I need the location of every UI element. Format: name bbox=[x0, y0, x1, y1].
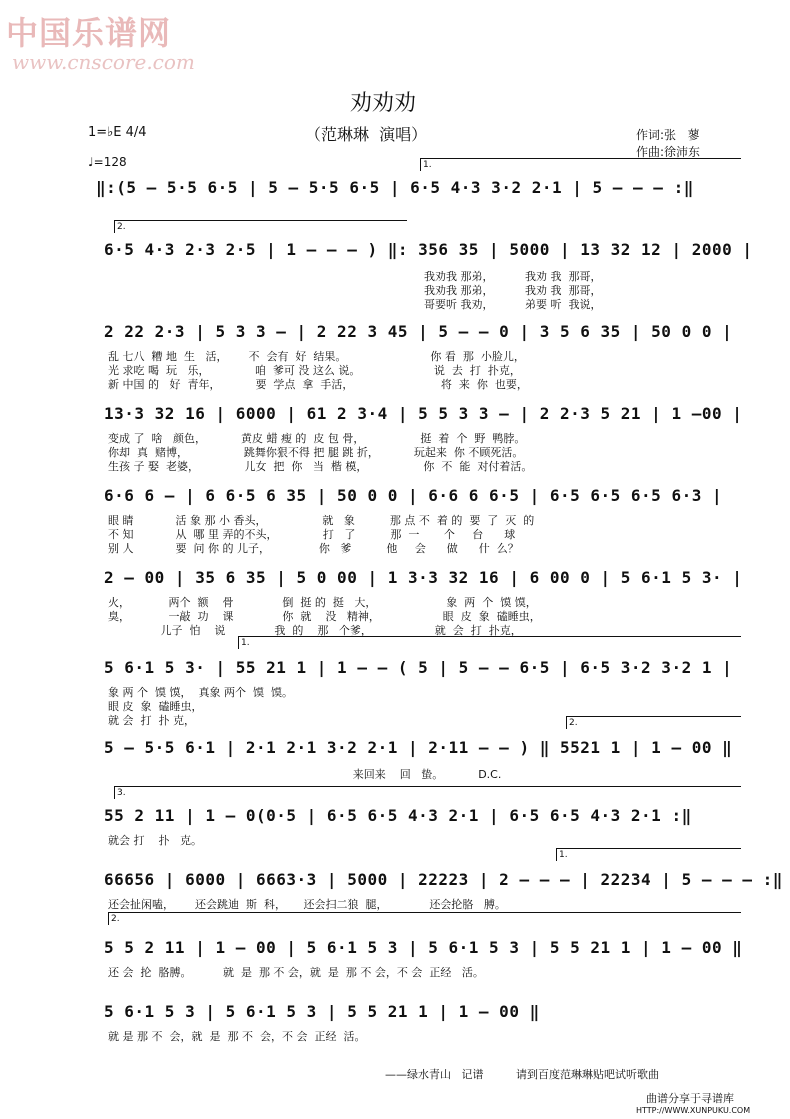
singer: （范琳琳 演唱） bbox=[305, 125, 428, 144]
lyric-7-3: 就 会 打 扑 克， bbox=[108, 714, 195, 727]
watermark-url: www.cnscore.com bbox=[12, 50, 195, 74]
notation-line-2: 6·5 4·3 2·3 2·5 | 1 — — — ) ‖: 356 35 | 5000 | 13 32 12 | 2000 | bbox=[104, 240, 753, 259]
notation-line-8: 5 — 5·5 6·1 | 2·1 2·1 3·2 2·1 | 2·11 — — ) ‖ 5521 1 | 1 — 00 ‖ bbox=[104, 738, 733, 757]
site-logo: 曲谱分享于寻谱库 bbox=[646, 1092, 734, 1105]
notation-line-7: 5 6·1 5 3· | 55 21 1 | 1 — — ( 5 | 5 — — 6·5 | 6·5 3·2 3·2 1 | bbox=[104, 658, 733, 677]
notation-line-6: 2 — 00 | 35 6 35 | 5 0 00 | 1 3·3 32 16 | 6 00 0 | 5 6·1 5 3· | bbox=[104, 568, 743, 587]
lyric-4-3: 生孩 子 娶 老婆， 儿女 把 你 当 楷 模， 你 不 能 对付着活。 bbox=[108, 460, 533, 473]
lyric-12-1: 就 是 那 不 会，就 是 那 不 会，不 会 正经 活。 bbox=[108, 1030, 366, 1043]
lyric-2-3: 哥要听 我劝， 弟要 听 我说， bbox=[424, 298, 602, 311]
lyric-4-1: 变成 了 啥 颜色， 黄皮 蜡 瘦 的 皮 包 骨， 挺 着 个 野 鸭脖。 bbox=[108, 432, 526, 445]
lyric-3-2: 光 求吃 喝 玩 乐， 咱 爹可 没 这么 说。 说 去 打 扑克， bbox=[108, 364, 521, 377]
lyric-5-2: 不 知 从 哪 里 弄的不头， 打 了 那 一 个 台 球 bbox=[108, 528, 516, 541]
notation-line-11: 5 5 2 11 | 1 — 00 | 5 6·1 5 3 | 5 6·1 5 3 | 5 5 21 1 | 1 — 00 ‖ bbox=[104, 938, 743, 957]
lyric-7-2: 眼 皮 象 磕睡虫， bbox=[108, 700, 203, 713]
lyric-6-2: 臭， 一敲 功 课 你 就 没 精神， 眼 皮 象 磕睡虫， bbox=[108, 610, 541, 623]
lyric-5-1: 眼 睛 活 象 那 小 香头， 就 象 那 点 不 着 的 要 了 灭 的 bbox=[108, 514, 535, 527]
lyric-3-1: 乱 七八 糟 地 生 活， 不 会有 好 结果。 你 看 那 小脸儿， bbox=[108, 350, 525, 363]
lyric-7-1: 象 两 个 馍 馍， 真象 两个 馍 馍。 bbox=[108, 686, 293, 699]
volta-1c: 1. bbox=[556, 848, 741, 861]
song-title: 劝劝劝 bbox=[350, 91, 417, 116]
lyric-3-3: 新 中国 的 好 青年， 要 学点 拿 手活， 将 来 你 也要， bbox=[108, 378, 528, 391]
notation-line-3: 2 22 2·3 | 5 3 3 — | 2 22 3 45 | 5 — — 0 | 3 5 6 35 | 50 0 0 | bbox=[104, 322, 733, 341]
tempo: ♩=128 bbox=[88, 155, 127, 169]
composer: 作曲:徐沛东 bbox=[636, 145, 701, 159]
lyric-11-1: 还 会 抡 胳膊。 就 是 那 不 会，就 是 那 不 会，不 会 正经 活。 bbox=[108, 966, 484, 979]
lyric-6-3: 儿子 怕 说 我 的 那 个爹， 就 会 打 扑克， bbox=[108, 624, 522, 637]
notation-line-4: 13·3 32 16 | 6000 | 61 2 3·4 | 5 5 3 3 — | 2 2·3 5 21 | 1 —00 | bbox=[104, 404, 743, 423]
recorder-credit: ——绿水青山 记谱 bbox=[385, 1068, 484, 1081]
watermark-logo: 中国乐谱网 bbox=[6, 14, 172, 52]
lyric-4-2: 你却 真 赌博， 跳舞你狠不得 把 腿 跳 折， 玩起来 你 不顾死活。 bbox=[108, 446, 524, 459]
volta-1: 1. bbox=[420, 158, 741, 171]
notation-line-1: ‖:(5 — 5·5 6·5 | 5 — 5·5 6·5 | 6·5 4·3 3·2 2·1 | 5 — — — :‖ bbox=[96, 178, 694, 197]
key-signature: 1=♭E 4/4 bbox=[88, 125, 147, 140]
lyric-2-1: 我劝我 那弟， 我劝 我 那哥， bbox=[424, 270, 602, 283]
lyric-10-1: 还会扯闲嗑， 还会跳迪 斯 科， 还会扫二狼 腿， 还会抡胳 膊。 bbox=[108, 898, 506, 911]
volta-2b: 2. bbox=[566, 716, 741, 729]
notation-line-5: 6·6 6 — | 6 6·5 6 35 | 50 0 0 | 6·6 6 6·5 | 6·5 6·5 6·5 6·3 | bbox=[104, 486, 723, 505]
notation-line-10: 66656 | 6000 | 6663·3 | 5000 | 22223 | 2 — — — | 22234 | 5 — — — :‖ bbox=[104, 870, 783, 889]
listen-note: 请到百度范琳琳贴吧试听歌曲 bbox=[516, 1068, 659, 1081]
lyric-5-3: 别 人 要 问 你 的 儿子， 你 爹 他 会 做 什 么？ bbox=[108, 542, 519, 555]
lyric-2-2: 我劝我 那弟， 我劝 我 那哥， bbox=[424, 284, 602, 297]
notation-line-12: 5 6·1 5 3 | 5 6·1 5 3 | 5 5 21 1 | 1 — 00 ‖ bbox=[104, 1002, 540, 1021]
lyricist: 作词:张 蓼 bbox=[636, 128, 700, 142]
notation-line-9: 55 2 11 | 1 — 0(0·5 | 6·5 6·5 4·3 2·1 | 6·5 6·5 4·3 2·1 :‖ bbox=[104, 806, 692, 825]
site-url[interactable]: HTTP://WWW.XUNPUKU.COM bbox=[636, 1106, 751, 1115]
lyric-8-1: 来回来 回 蛰。 D.C. bbox=[108, 768, 502, 781]
volta-2: 2. bbox=[114, 220, 407, 233]
volta-1b: 1. bbox=[238, 636, 741, 649]
lyric-9-1: 就会 打 扑 克。 bbox=[108, 834, 202, 847]
volta-3: 3. bbox=[114, 786, 741, 799]
lyric-6-1: 火， 两个 额 骨 倒 挺 的 挺 大， 象 两 个 馍 馍， bbox=[108, 596, 537, 609]
volta-2c: 2. bbox=[108, 912, 741, 925]
